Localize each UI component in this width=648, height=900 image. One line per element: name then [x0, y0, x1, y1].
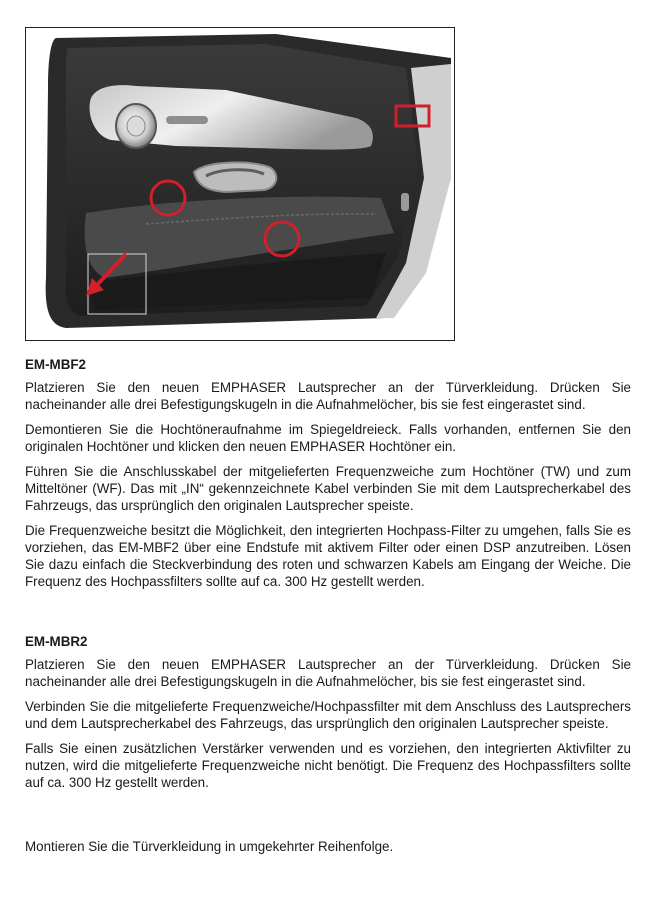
- closing-note: [25, 838, 631, 855]
- section-heading: EM-MBF2: [25, 357, 86, 372]
- paragraph: Führen Sie die Anschlusskabel der mitgelieferten Frequenzweiche zum Hochtöner (TW) und zum Mitteltöner (WF). Das mit „IN“ gekennzeichnete Kabel verbinden Sie mit dem Lautsprecherkabel des Fahrzeugs, das ursprünglich den originalen Lautsprecher speiste.: [25, 464, 631, 513]
- paragraph: Verbinden Sie die mitgelieferte Frequenzweiche/Hochpassfilter mit dem Anschluss des Lautsprechers und dem Lautsprecherkabel des Fahrzeugs, das ursprünglich den originalen Lautsprecher speiste.: [25, 699, 631, 731]
- trim-emblem: [166, 116, 208, 124]
- door-latch: [401, 193, 409, 211]
- paragraph: Platzieren Sie den neuen EMPHASER Lautsprecher an der Türverkleidung. Drücken Sie nacheinander alle drei Befestigungskugeln in die Aufnahmelöcher, bis sie fest eingerastet sind.: [25, 657, 631, 689]
- door-panel-illustration: [26, 28, 454, 340]
- paragraph: Falls Sie einen zusätzlichen Verstärker verwenden und es vorziehen, den integrierten Aktivfilter zu nutzen, wird die mitgelieferte Frequenzweiche nicht benötigt. Die Frequenz des Hochpassfilters sollte auf ca. 300 Hz gestellt werden.: [25, 741, 631, 790]
- door-panel-figure: [25, 27, 455, 341]
- paragraph: Montieren Sie die Türverkleidung in umgekehrter Reihenfolge.: [25, 839, 394, 854]
- door-handle: [194, 162, 276, 192]
- section-em-mbr2: [25, 633, 631, 791]
- paragraph: Platzieren Sie den neuen EMPHASER Lautsprecher an der Türverkleidung. Drücken Sie nacheinander alle drei Befestigungskugeln in die Aufnahmelöcher, bis sie fest eingerastet sind.: [25, 380, 631, 412]
- paragraph: Die Frequenzweiche besitzt die Möglichkeit, den integrierten Hochpass-Filter zu umgehen, falls Sie es vorziehen, das EM-MBF2 über eine Endstufe mit aktivem Filter oder einen DSP anzutreiben. Lösen Sie dazu einfach die Steckverbindung des roten und schwarzen Kabels am Eingang der Weiche. Die Frequenz des Hochpassfilters sollte auf ca. 300 Hz gestellt werden.: [25, 523, 631, 589]
- paragraph: Demontieren Sie die Hochtöneraufnahme im Spiegeldreieck. Falls vorhanden, entfernen Sie den originalen Hochtöner und klicken den neuen EMPHASER Hochtöner ein.: [25, 422, 631, 454]
- section-em-mbf2: [25, 356, 631, 590]
- section-heading: EM-MBR2: [25, 634, 88, 649]
